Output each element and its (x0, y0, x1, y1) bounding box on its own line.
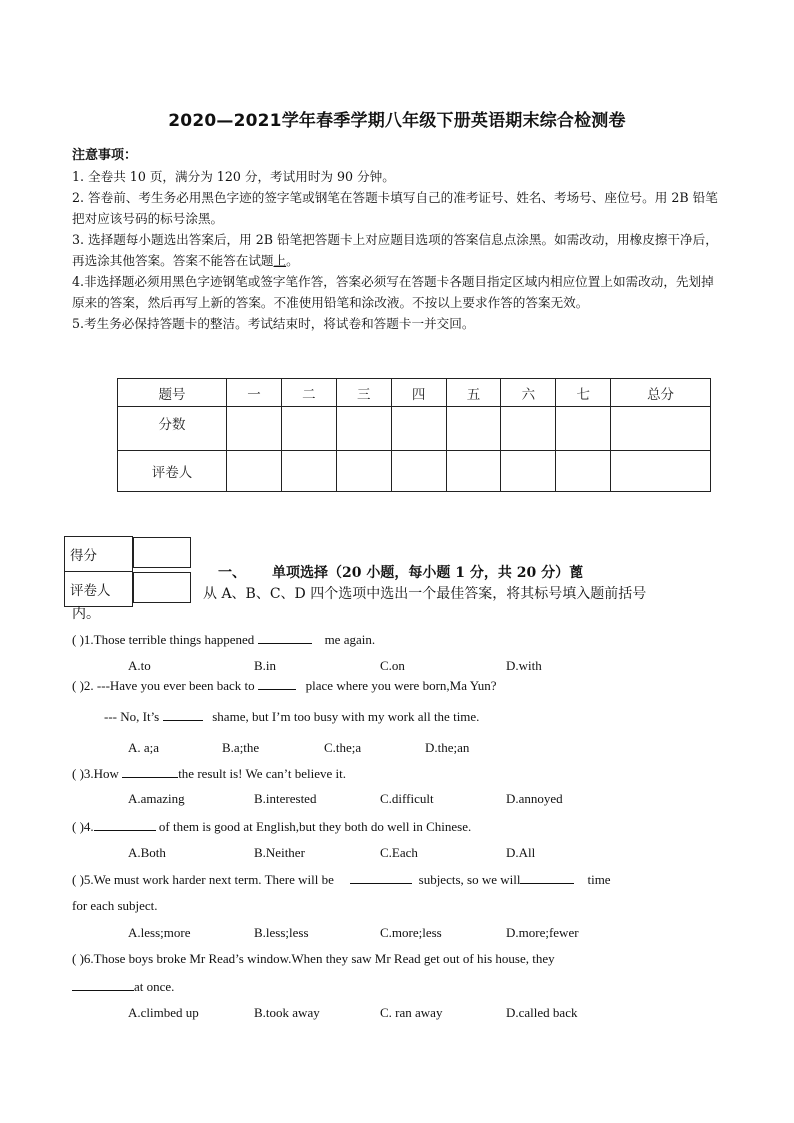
section-instruction-cont: 内。 (72, 606, 100, 622)
question-5: ( )5.We must work harder next term. There will be subjects, so we will time (72, 872, 611, 887)
question-6-cont: at once. (72, 978, 174, 995)
exam-title: 2020—2021学年春季学期八年级下册英语期末综合检测卷 (168, 111, 626, 131)
score-table (117, 378, 711, 492)
option: B.a;the (222, 740, 260, 755)
grader-name-cell (133, 572, 191, 603)
score-cell (227, 451, 282, 492)
score-cell (556, 451, 611, 492)
option: C.difficult (380, 791, 434, 806)
option: A.climbed up (128, 1005, 199, 1020)
question-5-cont: for each subject. (72, 898, 158, 913)
score-table-row (118, 407, 711, 451)
note-underlined-word: 上 (273, 253, 287, 268)
answer-blank (258, 677, 296, 690)
section-heading (218, 562, 583, 582)
note-item: 1. 全卷共 10 页，满分为 120 分，考试用时为 90 分钟。 (72, 169, 395, 184)
question-6: ( )6.Those boys broke Mr Read’s window.When they saw Mr Read get out of his house, they (72, 951, 555, 966)
option: C.more;less (380, 925, 442, 940)
option: B.interested (254, 791, 317, 806)
option: A.amazing (128, 791, 185, 806)
score-header-cell: 六 (501, 379, 556, 407)
option: D.more;fewer (506, 925, 579, 940)
score-header-cell: 题号 (118, 379, 227, 407)
score-cell (227, 407, 282, 451)
answer-blank (122, 765, 178, 778)
score-cell (556, 407, 611, 451)
answer-blank (94, 818, 156, 831)
question-2: ( )2. ---Have you ever been back to place where you were born,Ma Yun? (72, 678, 497, 693)
score-cell (501, 451, 556, 492)
score-header-cell: 七 (556, 379, 611, 407)
note-item: 4.非选择题必须用黑色字迹钢笔或签字笔作答，答案必须写在答题卡各题目指定区域内相应位置上如需改动，先划掉原来的答案，然后再写上新的答案。不准使用铅笔和涂改液。不按以上要求作答的答案无效。 (72, 274, 714, 310)
note-item: 2. 答卷前、考生务必用黑色字迹的签字笔或钢笔在答题卡填写自己的准考证号、姓名、考场号、座位号。用 2B 铅笔把对应该号码的标号涂黑。 (72, 190, 718, 226)
option: D.annoyed (506, 791, 563, 806)
section-title: 单项选择（20 小题，每小题 1 分，共 20 分）蓖 (272, 565, 584, 581)
score-table-row (118, 451, 711, 492)
score-cell (501, 407, 556, 451)
score-cell (611, 451, 711, 492)
section-instruction: 从 A、B、C、D 四个选项中选出一个最佳答案，将其标号填入题前括号 (203, 586, 647, 602)
answer-blank (258, 631, 312, 644)
grader-score-label: 得分 (65, 537, 133, 572)
option: D.called back (506, 1005, 578, 1020)
score-cell (336, 407, 391, 451)
option: A.Both (128, 845, 166, 860)
option: B.less;less (254, 925, 309, 940)
score-cell (391, 407, 446, 451)
question-1: ( )1.Those terrible things happened me again. (72, 632, 376, 647)
note-item: 3. 选择题每小题选出答案后，用 2B 铅笔把答题卡上对应题目选项的答案信息点涂黑。如需改动，用橡皮擦干净后，再选涂其他答案。答案不能答在试题上。 (72, 232, 718, 268)
option: C.on (380, 658, 405, 673)
score-cell (446, 407, 501, 451)
option: A. a;a (128, 740, 160, 755)
option: A.less;more (128, 925, 191, 940)
notes-section (72, 145, 724, 334)
score-header-cell: 一 (227, 379, 282, 407)
note-item: 5.考生务必保持答题卡的整洁。考试结束时，将试卷和答题卡一并交回。 (72, 316, 475, 331)
score-cell (611, 407, 711, 451)
answer-blank (163, 708, 203, 721)
notes-heading: 注意事项： (72, 148, 138, 163)
option: D.All (506, 845, 536, 860)
option: B.Neither (254, 845, 305, 860)
question-3: ( )3.How the result is! We can’t believe it. (72, 766, 346, 781)
option: C.Each (380, 845, 418, 860)
score-cell (281, 451, 336, 492)
score-table-header-row (118, 379, 711, 407)
score-row-label: 分数 (118, 407, 227, 451)
grader-box (64, 536, 192, 607)
score-header-cell: 四 (391, 379, 446, 407)
score-cell (391, 451, 446, 492)
section-number: 一、 (218, 565, 246, 581)
option: D.with (506, 658, 542, 673)
score-cell (336, 451, 391, 492)
score-header-cell: 五 (446, 379, 501, 407)
option: C. ran away (380, 1005, 443, 1020)
score-header-cell: 总分 (611, 379, 711, 407)
option: B.in (254, 658, 277, 673)
option: A.to (128, 658, 151, 673)
answer-blank (520, 871, 574, 884)
option: D.the;an (425, 740, 470, 755)
option: B.took away (254, 1005, 320, 1020)
grader-name-label: 评卷人 (65, 572, 133, 607)
option: C.the;a (324, 740, 362, 755)
question-2-reply: --- No, It’s shame, but I’m too busy with my work all the time. (104, 709, 480, 724)
answer-blank (72, 978, 134, 991)
grader-score-cell (133, 537, 191, 568)
score-row-label: 评卷人 (118, 451, 227, 492)
score-header-cell: 二 (281, 379, 336, 407)
score-header-cell: 三 (336, 379, 391, 407)
question-4: ( )4. of them is good at English,but they both do well in Chinese. (72, 819, 472, 834)
answer-blank (350, 871, 412, 884)
score-cell (446, 451, 501, 492)
score-cell (281, 407, 336, 451)
